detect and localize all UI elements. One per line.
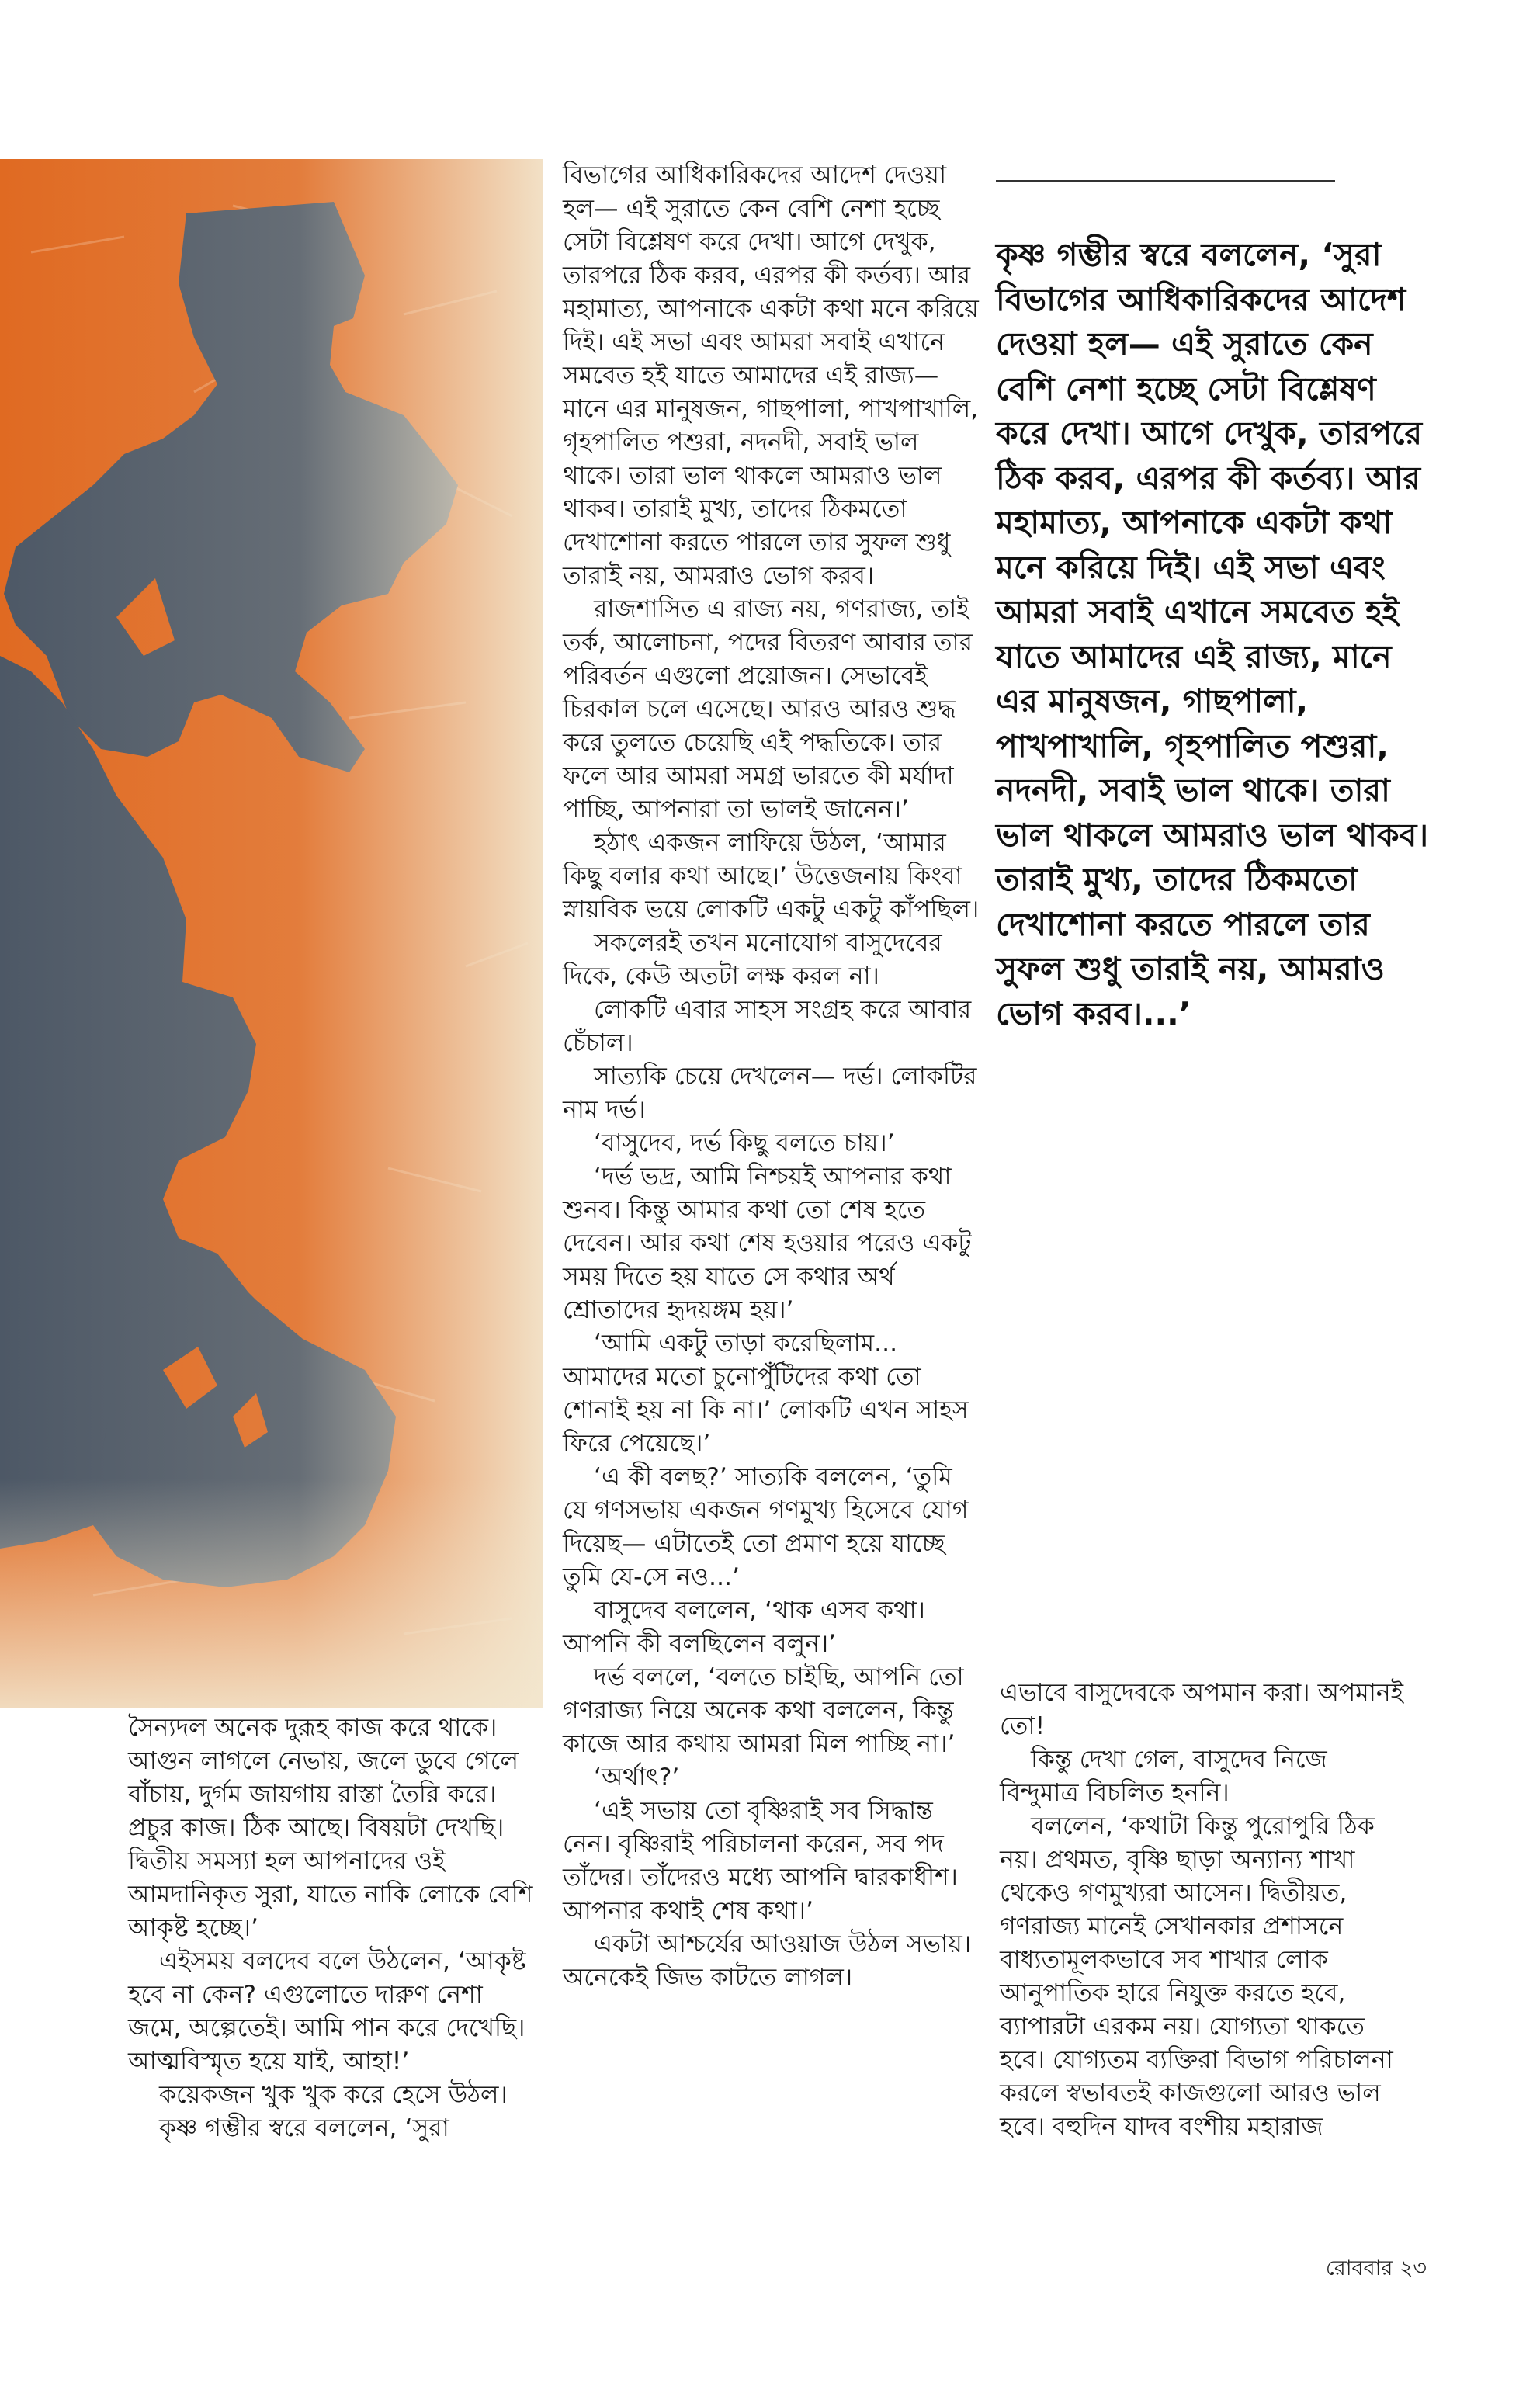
paragraph: কৃষ্ণ গম্ভীর স্বরে বললেন, ‘সুরা (159, 2114, 449, 2142)
page-folio: রোববার ২৩ (1325, 2256, 1427, 2280)
paragraph: ‘এ কী বলছ?’ সাত্যকি বললেন, ‘তুমি যে গণসভায় একজন গণমুখ্য হিসেবে যোগ দিয়েছ— এটাতেই তো প্রমাণ হয়ে যাচ্ছে তুমি যে-সে নও...’ (563, 1463, 969, 1591)
abstract-figures-painting-icon (0, 159, 543, 1708)
paragraph: ‘বাসুদেব, দর্ভ কিছু বলতে চায়।’ (594, 1129, 895, 1157)
column-middle (563, 159, 982, 1995)
pull-quote (996, 233, 1431, 1036)
paragraph: এইসময় বলদেব বলে উঠলেন, ‘আকৃষ্ট হবে না কেন? এগুলোতে দারুণ নেশা জমে, অল্পেতেই। আমি পান করে দেখেছি। আত্মবিস্মৃত হয়ে যাই, আহা!’ (128, 1947, 526, 2076)
paragraph: ‘এই সভায় তো বৃষ্ণিরাই সব সিদ্ধান্ত নেন। বৃষ্ণিরাই পরিচালনা করেন, সব পদ তাঁদের। তাঁদেরও মধ্যে আপনি দ্বারকাধীশ। আপনার কথাই শেষ কথা।’ (563, 1797, 958, 1925)
paragraph: কয়েকজন খুক খুক করে হেসে উঠল। (159, 2081, 508, 2109)
column-right (1000, 1677, 1411, 2144)
paragraph: সাত্যকি চেয়ে দেখলেন— দর্ভ। লোকটির নাম দর্ভ। (563, 1063, 977, 1124)
paragraph: বললেন, ‘কথাটা কিন্তু পুরোপুরি ঠিক নয়। প্রথমত, বৃষ্ণি ছাড়া অন্যান্য শাখা থেকেও গণমুখ্যরা আসেন। দ্বিতীয়ত, গণরাজ্য মানেই সেখানকার প্রশাসনে বাধ্যতামূলকভাবে সব শাখার লোক আনুপাতিক হারে নিযুক্ত করতে হবে, ব্যাপারটা এরকম নয়। যোগ্যতা থাকতে হবে। যোগ্যতম ব্যক্তিরা বিভাগ পরিচালনা করলে স্বভাবতই কাজগুলো আরও ভাল হবে। বহুদিন যাদব বংশীয় মহারাজ (1000, 1812, 1393, 2141)
paragraph: ‘দর্ভ ভদ্র, আমি নিশ্চয়ই আপনার কথা শুনব। কিন্তু আমার কথা তো শেষ হতে দেবেন। আর কথা শেষ হওয়ার পরেও একটু সময় দিতে হয় যাতে সে কথার অর্থ শ্রোতাদের হৃদয়ঙ্গম হয়।’ (563, 1163, 972, 1324)
paragraph: ‘আমি একটু তাড়া করেছিলাম... আমাদের মতো চুনোপুঁটিদের কথা তো শোনাই হয় না কি না।’ লোকটি এখন সাহস ফিরে পেয়েছে।’ (563, 1330, 969, 1458)
paragraph: দর্ভ বললে, ‘বলতে চাইছি, আপনি তো গণরাজ্য নিয়ে অনেক কথা বললেন, কিন্তু কাজে আর কথায় আমরা মিল পাচ্ছি না।’ (563, 1663, 964, 1758)
paragraph: ‘অর্থাৎ?’ (594, 1764, 680, 1791)
paragraph: সকলেরই তখন মনোযোগ বাসুদেবের দিকে, কেউ অতটা লক্ষ করল না। (563, 929, 942, 990)
paragraph: একটা আশ্চর্যের আওয়াজ উঠল সভায়। অনেকেই জিভ কাটতে লাগল। (563, 1930, 972, 1992)
paragraph: কিন্তু দেখা গেল, বাসুদেব নিজে বিন্দুমাত্র বিচলিত হননি। (1000, 1746, 1327, 1807)
paragraph: বিভাগের আধিকারিকদের আদেশ দেওয়া হল— এই সুরাতে কেন বেশি নেশা হচ্ছে সেটা বিশ্লেষণ করে দেখা। আগে দেখুক, তারপরে ঠিক করব, এরপর কী কর্তব্য। আর মহামাত্য, আপনাকে একটা কথা মনে করিয়ে দিই। এই সভা এবং আমরা সবাই এখানে সমবেত হই যাতে আমাদের এই রাজ্য— মানে এর মানুষজন, গাছপালা, পাখপাখালি, গৃহপালিত পশুরা, নদনদী, সবাই ভাল থাকে। তারা ভাল থাকলে আমরাও ভাল থাকব। তারাই মুখ্য, তাদের ঠিকমতো দেখাশোনা করতে পারলে তার সুফল শুধু তারাই নয়, আমরাও ভোগ করব। (563, 161, 979, 590)
paragraph: হঠাৎ একজন লাফিয়ে উঠল, ‘আমার কিছু বলার কথা আছে।’ উত্তেজনায় কিংবা স্নায়বিক ভয়ে লোকটি একটু একটু কাঁপছিল। (563, 829, 980, 924)
paragraph: লোকটি এবার সাহস সংগ্রহ করে আবার চেঁচাল। (563, 996, 972, 1057)
paragraph: বাসুদেব বললেন, ‘থাক এসব কথা। আপনি কী বলছিলেন বলুন।’ (563, 1597, 925, 1658)
illustration (0, 159, 543, 1708)
paragraph: রাজশাসিত এ রাজ্য নয়, গণরাজ্য, তাই তর্ক, আলোচনা, পদের বিতরণ আবার তার পরিবর্তন এগুলো প্রয়োজন। সেভাবেই চিরকাল চলে এসেছে। আরও আরও শুদ্ধ করে তুলতে চেয়েছি এই পদ্ধতিকে। তার ফলে আর আমরা সমগ্র ভারতে কী মর্যাদা পাচ্ছি, আপনারা তা ভালই জানেন।’ (563, 595, 973, 824)
column-left (128, 1712, 543, 2145)
paragraph: সৈন্যদল অনেক দুরূহ কাজ করে থাকে। আগুন লাগলে নেভায়, জলে ডুবে গেলে বাঁচায়, দুর্গম জায়গায় রাস্তা তৈরি করে। প্রচুর কাজ। ঠিক আছে। বিষয়টা দেখছি। দ্বিতীয় সমস্যা হল আপনাদের ওই আমদানিকৃত সুরা, যাতে নাকি লোকে বেশি আকৃষ্ট হচ্ছে।’ (128, 1714, 533, 1942)
pull-quote-rule (996, 180, 1335, 182)
paragraph: এভাবে বাসুদেবকে অপমান করা। অপমানই তো! (1000, 1679, 1404, 1740)
pull-quote-text: কৃষ্ণ গম্ভীর স্বরে বললেন, ‘সুরা বিভাগের আধিকারিকদের আদেশ দেওয়া হল— এই সুরাতে কেন বেশি নেশা হচ্ছে সেটা বিশ্লেষণ করে দেখা। আগে দেখুক, তারপরে ঠিক করব, এরপর কী কর্তব্য। আর মহামাত্য, আপনাকে একটা কথা মনে করিয়ে দিই। এই সভা এবং আমরা সবাই এখানে সমবেত হই যাতে আমাদের এই রাজ্য, মানে এর মানুষজন, গাছপালা, পাখপাখালি, গৃহপালিত পশুরা, নদনদী, সবাই ভাল থাকে। তারা ভাল থাকলে আমরাও ভাল থাকব। তারাই মুখ্য, তাদের ঠিকমতো দেখাশোনা করতে পারলে তার সুফল শুধু তারাই নয়, আমরাও ভোগ করব।...’ (996, 236, 1429, 1032)
